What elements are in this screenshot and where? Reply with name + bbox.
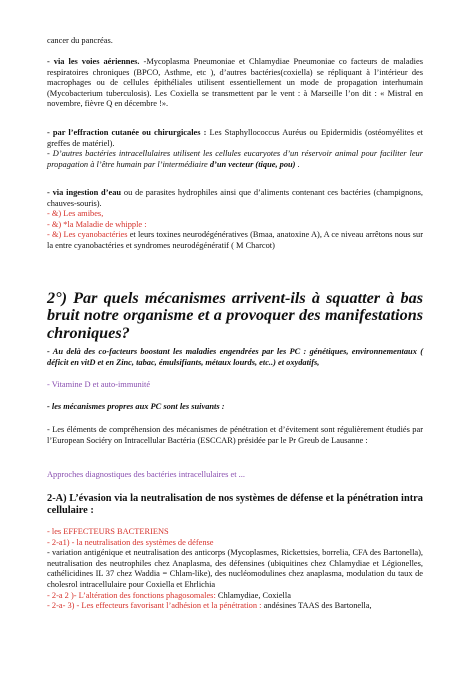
paragraph-cofacteurs <box>47 347 423 368</box>
bold-italic-text: - les mécanismes propres aux PC sont les suivants : <box>47 402 225 411</box>
paragraph-text: Chlamydiae, Coxiella <box>215 590 291 600</box>
bold-lead: - par l’effraction cutanée ou chirurgicales : <box>47 128 207 137</box>
list-item-whipple: - &) *la Maladie de whipple : <box>47 219 147 229</box>
list-item-cyanobacteries: - &) Les cyanobactéries <box>47 230 128 240</box>
paragraph-text: -Mycoplasma Pneumoniae et Chlamydiae Pneumoniae co facteurs de maladies respiratoires chroniques (BPCO, Asthme, etc ), d’autres bactéries(coxiella) se répliquant à l’intérieur des macrophages ou de cellules épithéliales utilisent essentiellement un mode de propagation interhumain (Mycobacterium tuberculosis). Les Coxiella se transmettent par le vent : à Marseille l’on dit : « Mistral en novembre, fièvre Q en décembre !». <box>47 57 423 109</box>
paragraph-text: - Les éléments de compréhension des mécanismes de pénétration et d’évitement sont régulièrement étudiés par l’European Sociéry on Intracellular Bactéria (ESCCAR) présidée par le Pr Greub de Lausanne : <box>47 425 423 445</box>
paragraph-text: ou de parasites hydrophiles ainsi que d’aliments contenant ces bactéries (champignons, chauves-souris). <box>47 188 423 208</box>
paragraph-vitd <box>47 380 423 391</box>
paragraph-text: et leurs toxines neurodégénératives (Bmaa, anatoxine A), A ce niveau arrêtons nous sur la entre cyanobactéries et syndromes neurodégénératif ( M Charcot) <box>47 230 423 250</box>
red-subheading-2a1: - 2-a1) - la neutralisation des systèmes de défense <box>47 537 214 547</box>
bold-lead: - via ingestion d’eau <box>47 188 122 197</box>
paragraph-voies-aeriennes <box>47 57 423 110</box>
paragraph-escar <box>47 425 423 446</box>
paragraph-text: andésines TAAS des Bartonella, <box>261 601 372 611</box>
paragraph-mecanismes <box>47 402 423 413</box>
bold-italic-text: - Au delà des co-facteurs boostant les maladies engendrées par les PC : génétiques, environnementaux ( déficit en vitD et en Zinc, tabac, émulsifiants, métaux lourds, etc..) et oxydatifs, <box>47 347 423 367</box>
paragraph-approches <box>47 470 423 481</box>
list-item-amibes: - &) Les amibes, <box>47 209 104 219</box>
paragraph-cancer <box>47 36 423 47</box>
text-line: cancer du pancréas. <box>47 36 113 45</box>
link-vitamine-d[interactable]: - Vitamine D et auto-immunité <box>47 380 151 389</box>
paragraph-text: - variation antigénique et neutralisation des anticorps (Mycoplasmes, Rickettsies, borrelia, CFA des Bartonella), neutralisation des neutrophiles chez Anaplasma, des défensines (ubiquitines chez Chlamydiae et Légionelles, cathélicidines IL 37 chez Waddia = Chlam-like), des nucléomodulines chez anaplasma, modulation du taux de cholesrol intracellulaire pour Coxiella et Ehrlichia <box>47 548 423 589</box>
red-subheading-2a3: - 2-a- 3) - Les effecteurs favorisant l’adhésion et la pénétration : <box>47 601 262 611</box>
bold-lead: - via les voies aériennes. <box>47 57 140 66</box>
italic-text: - D’autres bactéries intracellulaires utilisent les cellules eucaryotes d’un réservoir animal pour faciliter leur propagation à l’être humain par l’intermédiaire <box>47 149 423 169</box>
punctuation: . <box>295 159 300 169</box>
section-heading-2: 2°) Par quels mécanismes arrivent-ils à squatter à bas bruit notre organisme et a provoquer des manifestations chroniques? <box>47 289 423 342</box>
link-approches-diagnostiques[interactable]: Approches diagnostiques des bactéries intracellulaires et ... <box>47 470 245 479</box>
paragraph-text: Les Staphyllococcus Auréus ou Epidermidis (ostéomyélites et greffes de matériel). <box>47 128 423 148</box>
section-effecteurs <box>47 527 423 612</box>
section-heading-2a: 2-A) L’évasion via la neutralisation de nos systèmes de défense et la pénétration intra cellulaire : <box>47 493 423 517</box>
bold-italic-text: d’un vecteur (tique, pou) <box>207 159 296 169</box>
paragraph-ingestion <box>47 188 423 252</box>
paragraph-effraction <box>47 128 423 170</box>
red-heading-effecteurs: - les EFFECTEURS BACTERIENS <box>47 527 169 536</box>
red-subheading-2a2: - 2-a 2 )- L’altération des fonctions phagosomales: <box>47 590 216 600</box>
